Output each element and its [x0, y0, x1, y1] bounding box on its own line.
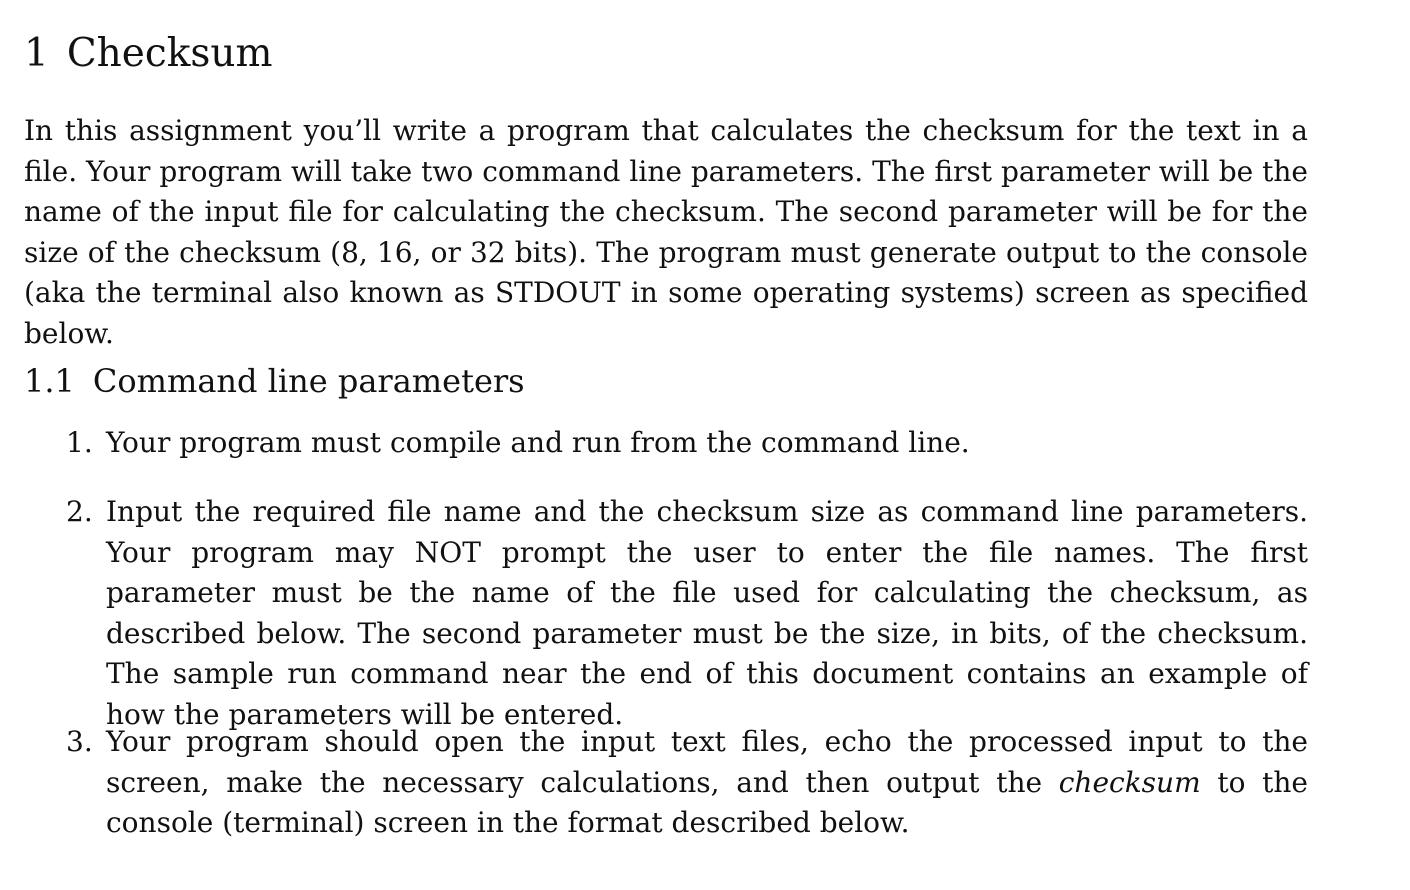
list-item-text: Input the required file name and the checksum size as command line parameters. Your program may NOT prompt the user to enter the file names. The first parameter must be the name of the file used for calculating the checksum, as described below. The second parameter must be the size, in bits, of the checksum. The sample run command near the end of this document contains an example of how the parameters will be entered. — [106, 495, 1308, 731]
list-item-text-end: to the console (terminal) screen in the format described below. — [106, 765, 1309, 840]
checksum-emphasis: checksum — [1058, 765, 1201, 799]
document-page — [24, 0, 1308, 890]
section-number: 1 — [24, 31, 49, 76]
intro-paragraph: In this assignment you’ll write a program that calculates the checksum for the text in a file. Your program will take two command line parameters. The first parameter will be the name of the input file for calculating the checksum. The second parameter will be for the size of the checksum (8, 16, or 32 bits). The program must generate output to the console (aka the terminal also known as STDOUT in some operating systems) screen as specified below. — [24, 114, 1308, 350]
subsection-heading — [24, 360, 525, 402]
list-item-text — [106, 722, 1308, 844]
list-item-number: 2. — [66, 495, 93, 528]
section-heading — [24, 30, 272, 78]
list-item-number: 3. — [66, 725, 93, 758]
list-item-number: 1. — [66, 426, 93, 459]
subsection-number: 1.1 — [24, 362, 75, 400]
subsection-title: Command line parameters — [92, 362, 525, 400]
list-item-text: Your program must compile and run from the command line. — [106, 426, 970, 459]
section-title: Checksum — [66, 31, 273, 76]
list-item-text-start: Your program should open the input text files, echo the processed input to the screen, make the necessary calculations, and then output the — [106, 725, 1308, 799]
